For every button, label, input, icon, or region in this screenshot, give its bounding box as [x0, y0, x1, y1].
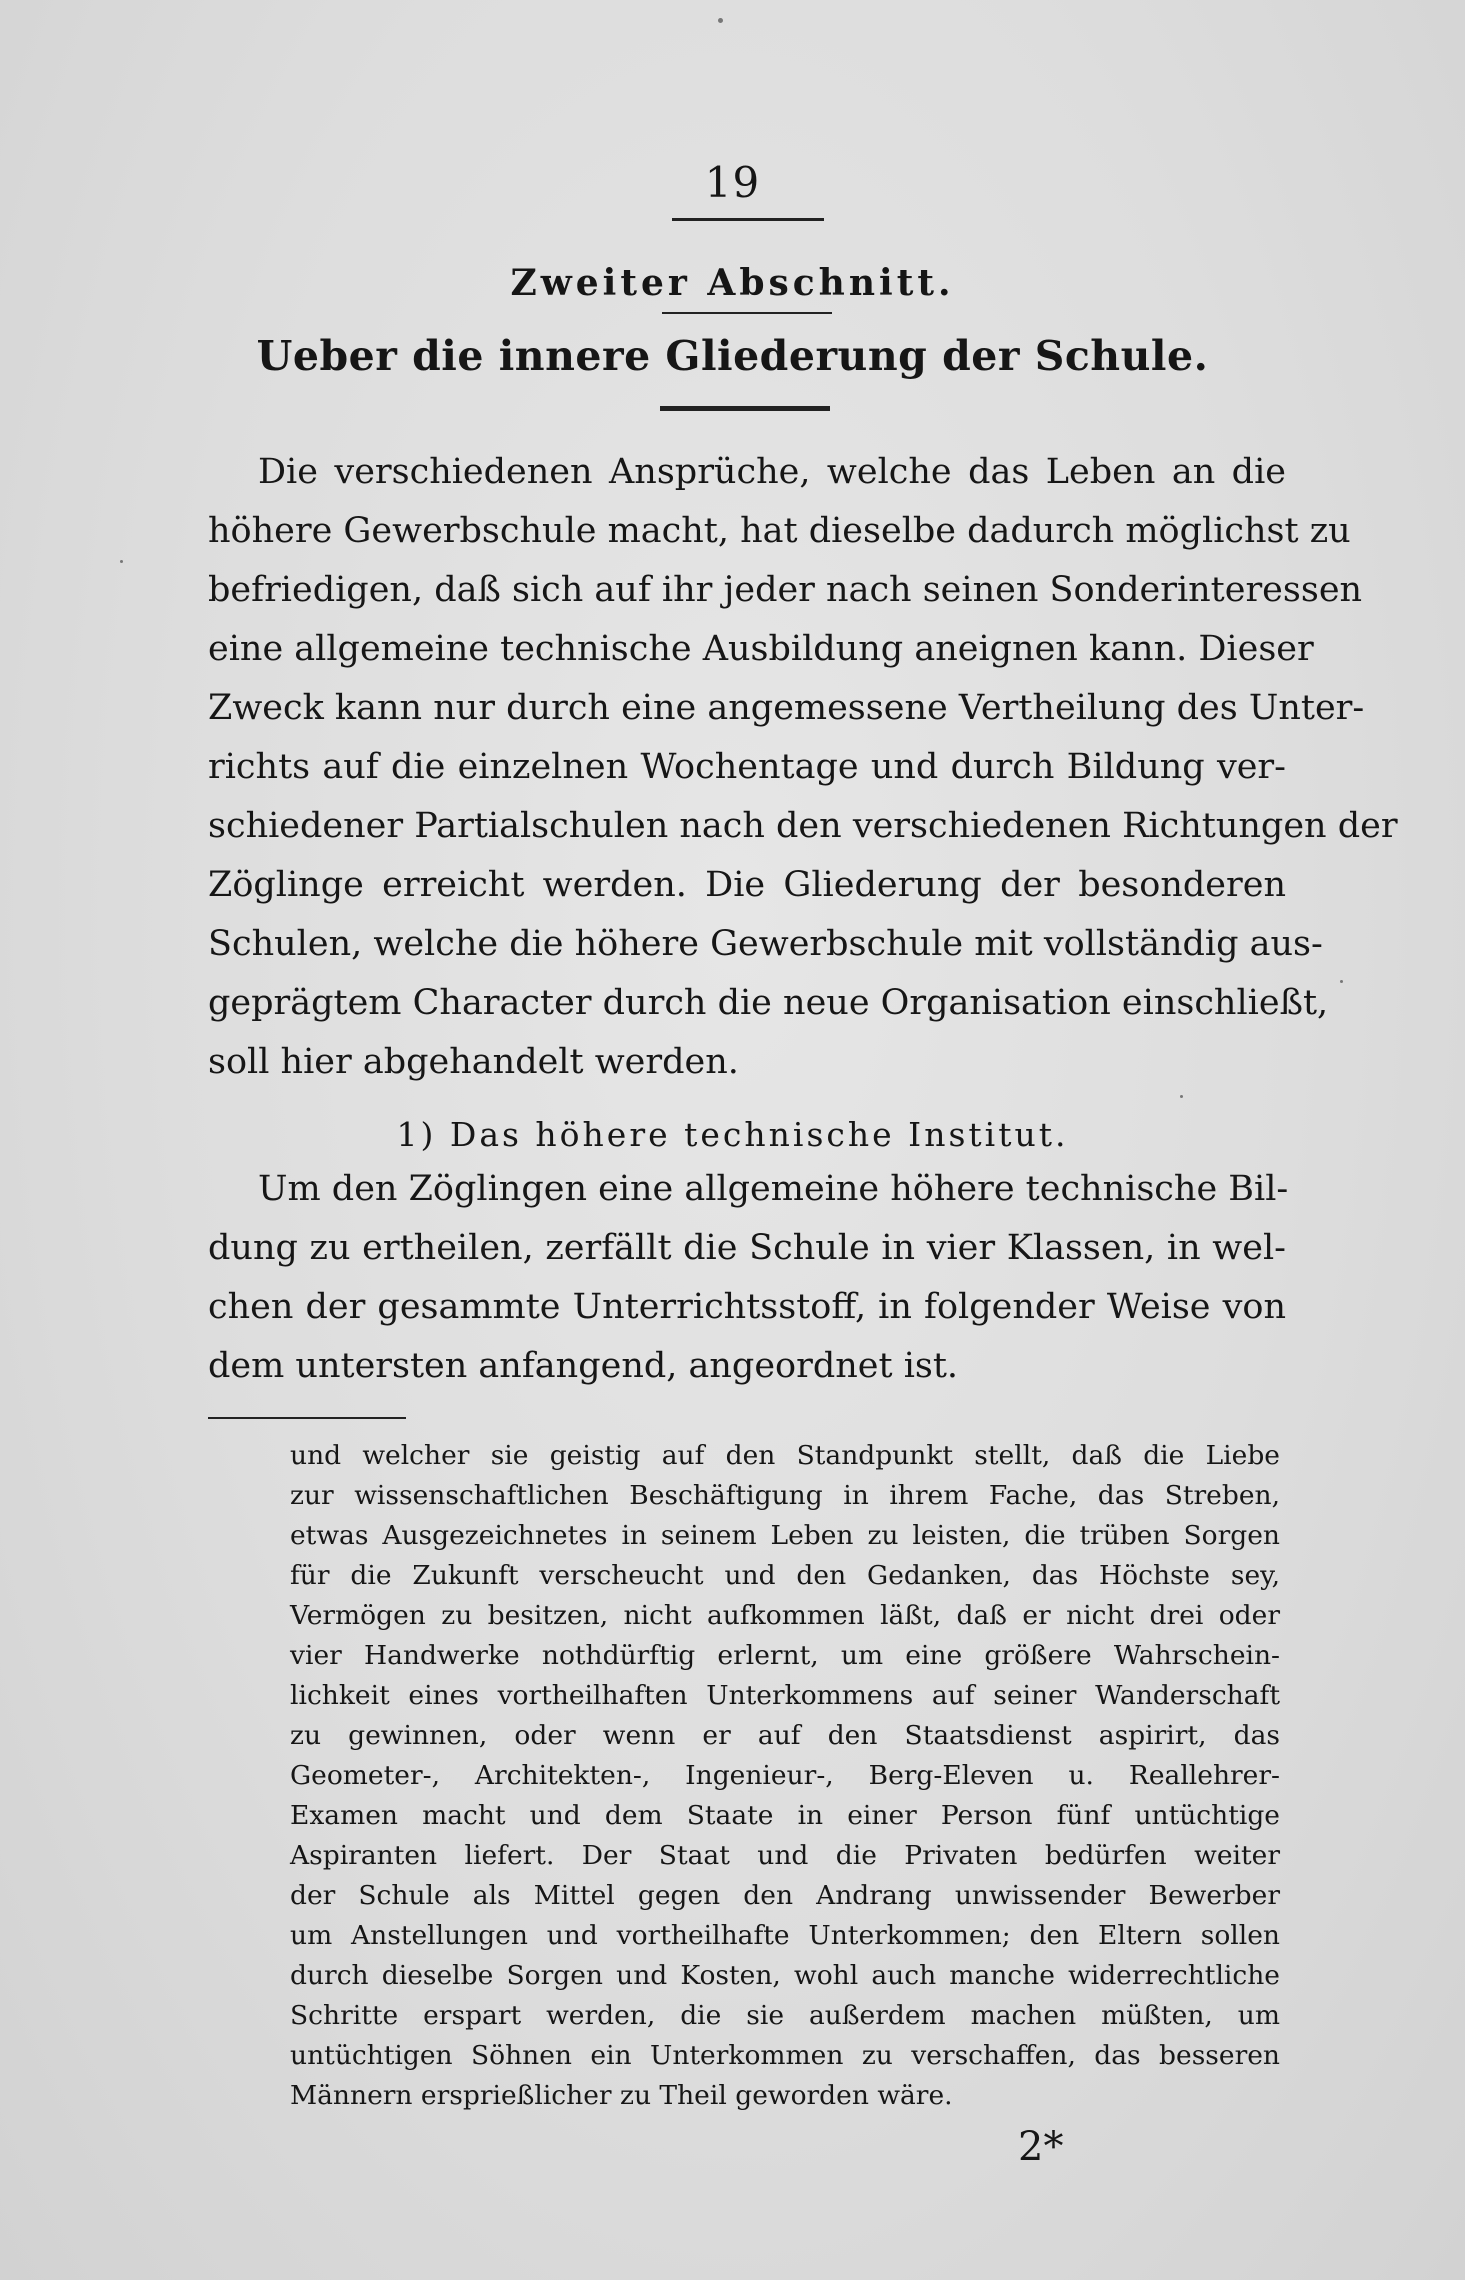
footnote-line: um Anstellungen und vortheilhafte Unterkommen; den Eltern sollen: [290, 1920, 1280, 1951]
body-line: dung zu ertheilen, zerfällt die Schule in vier Klassen, in wel-: [208, 1228, 1286, 1268]
body-line: Um den Zöglingen eine allgemeine höhere technische Bil-: [258, 1169, 1289, 1209]
paper-speck: [120, 560, 123, 563]
footnote-line: zu gewinnen, oder wenn er auf den Staatsdienst aspirirt, das: [290, 1720, 1280, 1751]
body-line: Zöglinge erreicht werden. Die Gliederung der besonderen: [208, 865, 1286, 905]
body-line: schiedener Partialschulen nach den verschiedenen Richtungen der: [208, 806, 1398, 846]
body-line: geprägtem Character durch die neue Organisation einschließt,: [208, 983, 1329, 1023]
section-title: Zweiter Abschnitt.: [510, 262, 955, 304]
body-line: eine allgemeine technische Ausbildung aneignen kann. Dieser: [208, 629, 1314, 669]
footnote-line: Geometer-, Architekten-, Ingenieur-, Berg-Eleven u. Reallehrer-: [290, 1760, 1280, 1791]
body-line: Die verschiedenen Ansprüche, welche das Leben an die: [258, 452, 1286, 492]
page-number-rule: [672, 218, 824, 221]
paper-speck: [718, 18, 723, 23]
footnote-line: der Schule als Mittel gegen den Andrang unwissender Bewerber: [290, 1880, 1280, 1911]
footnote-line: zur wissenschaftlichen Beschäftigung in ihrem Fache, das Streben,: [290, 1480, 1280, 1511]
body-line: soll hier abgehandelt werden.: [208, 1042, 739, 1082]
footnote-line: Schritte erspart werden, die sie außerdem machen müßten, um: [290, 2000, 1280, 2031]
footnote-line: untüchtigen Söhnen ein Unterkommen zu verschaffen, das besseren: [290, 2040, 1280, 2071]
body-line: befriedigen, daß sich auf ihr jeder nach seinen Sonderinteressen: [208, 570, 1363, 610]
footnote-line: durch dieselbe Sorgen und Kosten, wohl auch manche widerrechtliche: [290, 1960, 1280, 1991]
paper-speck: [1340, 980, 1343, 983]
section-subtitle: Ueber die innere Gliederung der Schule.: [256, 332, 1209, 380]
footnote-line: Aspiranten liefert. Der Staat und die Privaten bedürfen weiter: [290, 1840, 1280, 1871]
body-line: dem untersten anfangend, angeordnet ist.: [208, 1346, 959, 1386]
footnote-line: lichkeit eines vortheilhaften Unterkommens auf seiner Wanderschaft: [290, 1680, 1280, 1711]
subtitle-rule: [660, 406, 830, 411]
footnote-line: vier Handwerke nothdürftig erlernt, um eine größere Wahrschein-: [290, 1640, 1280, 1671]
section-title-rule: [662, 312, 832, 314]
paper-speck: [1180, 1095, 1183, 1098]
signature-mark: 2*: [1018, 2124, 1064, 2170]
body-line: richts auf die einzelnen Wochentage und durch Bildung ver-: [208, 747, 1286, 787]
footnote-line: Männern ersprießlicher zu Theil geworden wäre.: [290, 2080, 953, 2111]
body-line: chen der gesammte Unterrichtsstoff, in folgender Weise von: [208, 1287, 1286, 1327]
footnote-line: etwas Ausgezeichnetes in seinem Leben zu leisten, die trüben Sorgen: [290, 1520, 1280, 1551]
body-line: höhere Gewerbschule macht, hat dieselbe dadurch möglichst zu: [208, 511, 1351, 551]
footnote-line: für die Zukunft verscheucht und den Gedanken, das Höchste sey,: [290, 1560, 1280, 1591]
footnote-line: und welcher sie geistig auf den Standpunkt stellt, daß die Liebe: [290, 1440, 1280, 1471]
body-line: Zweck kann nur durch eine angemessene Vertheilung des Unter-: [208, 688, 1365, 728]
footnote-rule: [208, 1417, 406, 1419]
body-line: Schulen, welche die höhere Gewerbschule mit vollständig aus-: [208, 924, 1323, 964]
footnote-line: Vermögen zu besitzen, nicht aufkommen läßt, daß er nicht drei oder: [290, 1600, 1280, 1631]
page-number: 19: [704, 158, 761, 207]
subheading: 1) Das höhere technische Institut.: [396, 1115, 1069, 1154]
footnote-line: Examen macht und dem Staate in einer Person fünf untüchtige: [290, 1800, 1280, 1831]
